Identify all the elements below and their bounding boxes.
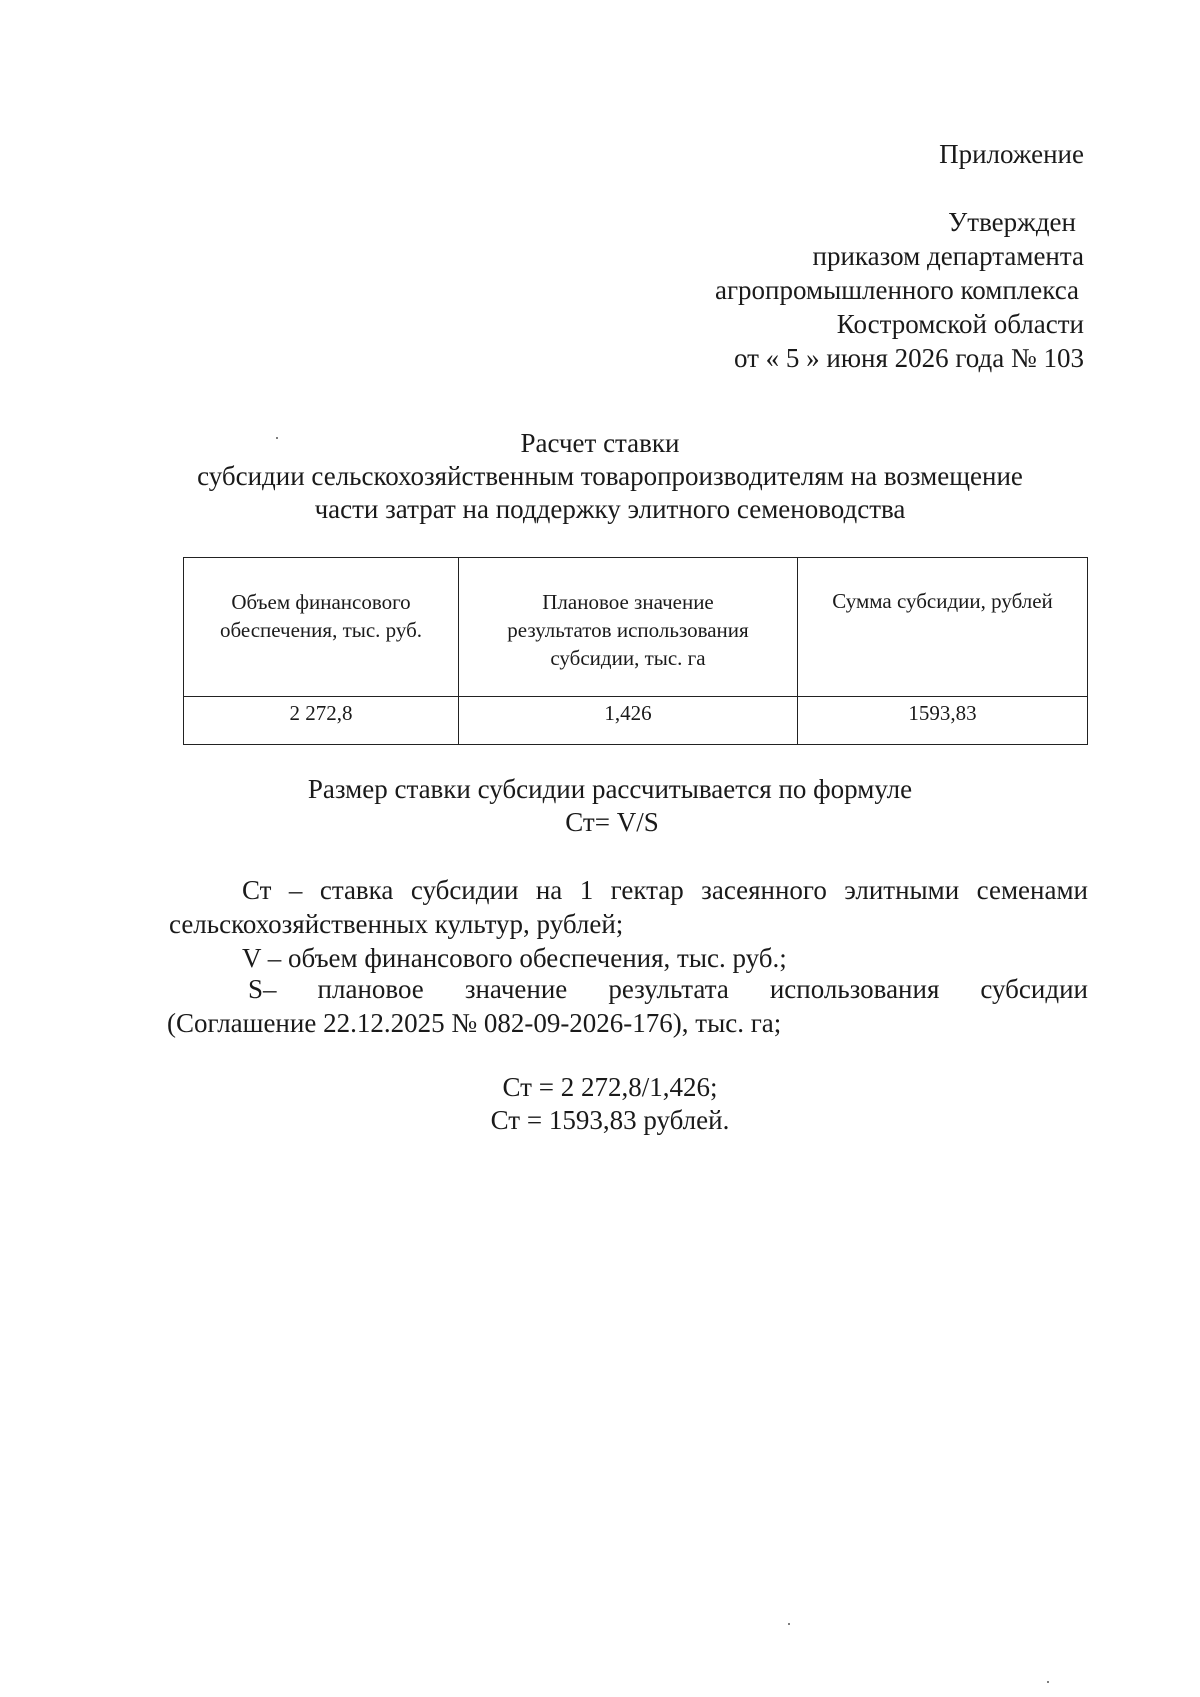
- title-line: субсидии сельскохозяйственным товаропроизводителям на возмещение: [197, 461, 1023, 491]
- approval-line: Костромской области: [836, 309, 1084, 339]
- header-text: Сумма субсидии, рублей: [832, 589, 1053, 613]
- title-line: Расчет ставки: [520, 428, 680, 458]
- formula-block: [0, 773, 1200, 839]
- approval-line: агропромышленного комплекса: [715, 275, 1079, 305]
- appendix-label: Приложение: [939, 139, 1084, 169]
- header-text: результатов использования: [507, 618, 749, 642]
- table-row: [184, 697, 1088, 745]
- approval-line: от « 5 » июня 2026 года № 103: [733, 343, 1084, 373]
- header-text: Плановое значение: [542, 590, 714, 614]
- definition-v: V – объем финансового обеспечения, тыс. руб.;: [242, 943, 787, 973]
- header-funding: [184, 558, 459, 697]
- definition-ct-line2: сельскохозяйственных культур, рублей;: [169, 909, 624, 939]
- formula-expression: Ст= V/S: [565, 807, 659, 837]
- header-text: субсидии, тыс. га: [550, 646, 706, 670]
- formula-intro: Размер ставки субсидии рассчитывается по формуле: [307, 774, 913, 804]
- scan-speck: [1047, 1681, 1049, 1683]
- title-line: части затрат на поддержку элитного семеноводства: [314, 494, 906, 524]
- header-text: обеспечения, тыс. руб.: [219, 618, 423, 642]
- cell-subsidy-sum: 1593,83: [798, 697, 1088, 745]
- cell-planned-value: 1,426: [459, 697, 798, 745]
- header-subsidy-sum: [798, 558, 1088, 697]
- result-line: Ст = 2 272,8/1,426;: [502, 1072, 718, 1102]
- result-line: Ст = 1593,83 рублей.: [490, 1105, 730, 1135]
- definition-s-line2: (Соглашение 22.12.2025 № 082-09-2026-176), тыс. га;: [167, 1008, 782, 1038]
- calculation-table: [183, 557, 1088, 745]
- approval-line: Утвержден: [948, 207, 1076, 237]
- approval-block: [715, 205, 1084, 375]
- definition-ct-line1: Ст – ставка субсидии на 1 гектар засеянного элитными семенами: [242, 875, 1088, 905]
- cell-funding: 2 272,8: [184, 697, 459, 745]
- approval-line: приказом департамента: [812, 241, 1084, 271]
- header-text: Объем финансового: [231, 590, 411, 614]
- document-title: [0, 427, 1200, 526]
- header-planned-value: [459, 558, 798, 697]
- table-header-row: [184, 558, 1088, 697]
- scan-speck: [788, 1623, 790, 1625]
- calculation-result: [0, 1071, 1200, 1137]
- definition-s-line1: S– плановое значение результата использования субсидии: [248, 974, 1088, 1004]
